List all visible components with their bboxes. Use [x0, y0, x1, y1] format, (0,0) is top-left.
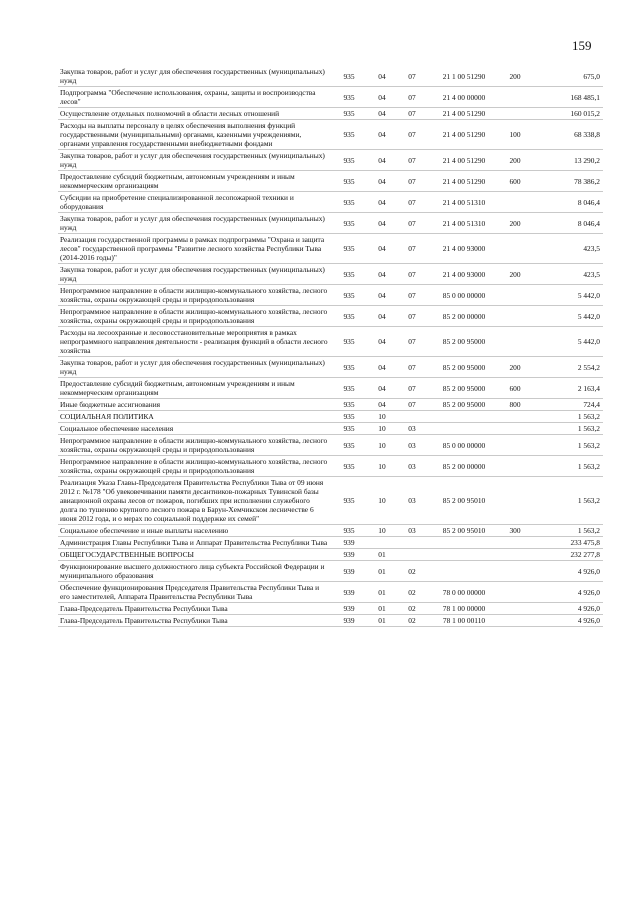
table-row: [58, 327, 603, 357]
section-code: 04: [368, 264, 396, 285]
ministry-code: 935: [330, 192, 368, 213]
target-article-code: 78 0 00 00000: [428, 582, 500, 603]
table-row: [58, 357, 603, 378]
expense-type-code: [500, 549, 530, 561]
row-description: СОЦИАЛЬНАЯ ПОЛИТИКА: [58, 411, 330, 423]
table-row: [58, 285, 603, 306]
amount: 8 046,4: [530, 192, 603, 213]
subsection-code: 07: [396, 87, 428, 108]
row-description: Расходы на выплаты персоналу в целях обеспечения выполнения функций государственными (муниципальными) органами, казенными учреждениями, органами управления государственными внебюджетными фондами: [58, 120, 330, 150]
target-article-code: 85 2 00 00000: [428, 306, 500, 327]
ministry-code: 935: [330, 171, 368, 192]
expense-type-code: [500, 327, 530, 357]
amount: 4 926,0: [530, 582, 603, 603]
ministry-code: 935: [330, 108, 368, 120]
expense-type-code: 300: [500, 525, 530, 537]
section-code: 10: [368, 477, 396, 525]
subsection-code: 07: [396, 234, 428, 264]
expense-type-code: 600: [500, 378, 530, 399]
amount: 4 926,0: [530, 615, 603, 627]
table-row: [58, 477, 603, 525]
table-row: [58, 582, 603, 603]
expense-type-code: [500, 411, 530, 423]
table-row: [58, 537, 603, 549]
subsection-code: 03: [396, 435, 428, 456]
ministry-code: 935: [330, 423, 368, 435]
ministry-code: 935: [330, 264, 368, 285]
expense-type-code: [500, 561, 530, 582]
row-description: Расходы на лесоохранные и лесовосстановительные мероприятия в рамках непрограммного направления деятельности - реализация функций в области лесного хозяйства: [58, 327, 330, 357]
section-code: 04: [368, 285, 396, 306]
expense-type-code: 200: [500, 357, 530, 378]
target-article-code: 21 4 00 51290: [428, 150, 500, 171]
ministry-code: 939: [330, 549, 368, 561]
subsection-code: [396, 537, 428, 549]
table-row: [58, 66, 603, 87]
subsection-code: 03: [396, 525, 428, 537]
table-row: [58, 456, 603, 477]
table-row: [58, 525, 603, 537]
table-row: [58, 399, 603, 411]
amount: 1 563,2: [530, 456, 603, 477]
table-row: [58, 411, 603, 423]
amount: 233 475,8: [530, 537, 603, 549]
expense-type-code: 200: [500, 213, 530, 234]
section-code: 10: [368, 525, 396, 537]
row-description: Закупка товаров, работ и услуг для обеспечения государственных (муниципальных) нужд: [58, 357, 330, 378]
row-description: Непрограммное направление в области жилищно-коммунального хозяйства, лесного хозяйства, охраны окружающей среды и природопользования: [58, 285, 330, 306]
expense-type-code: 200: [500, 66, 530, 87]
amount: 1 563,2: [530, 477, 603, 525]
subsection-code: 07: [396, 306, 428, 327]
budget-table: [58, 66, 603, 627]
row-description: Осуществление отдельных полномочий в области лесных отношений: [58, 108, 330, 120]
target-article-code: 21 4 00 51290: [428, 108, 500, 120]
ministry-code: 935: [330, 234, 368, 264]
target-article-code: 21 4 00 51290: [428, 171, 500, 192]
section-code: 04: [368, 192, 396, 213]
amount: 675,0: [530, 66, 603, 87]
ministry-code: 935: [330, 285, 368, 306]
row-description: Социальное обеспечение и иные выплаты населению: [58, 525, 330, 537]
expense-type-code: [500, 87, 530, 108]
target-article-code: 85 0 00 00000: [428, 435, 500, 456]
subsection-code: 07: [396, 192, 428, 213]
table-row: [58, 264, 603, 285]
row-description: Иные бюджетные ассигнования: [58, 399, 330, 411]
ministry-code: 935: [330, 411, 368, 423]
subsection-code: 07: [396, 357, 428, 378]
table-row: [58, 435, 603, 456]
amount: 423,5: [530, 264, 603, 285]
expense-type-code: [500, 582, 530, 603]
ministry-code: 935: [330, 327, 368, 357]
amount: 160 015,2: [530, 108, 603, 120]
amount: 5 442,0: [530, 327, 603, 357]
section-code: 01: [368, 582, 396, 603]
target-article-code: 21 4 00 51290: [428, 120, 500, 150]
section-code: 10: [368, 435, 396, 456]
row-description: Закупка товаров, работ и услуг для обеспечения государственных (муниципальных) нужд: [58, 213, 330, 234]
ministry-code: 935: [330, 306, 368, 327]
ministry-code: 939: [330, 561, 368, 582]
row-description: Реализация Указа Главы-Председателя Правительства Республики Тыва от 09 июня 2012 г. №178 "Об увековечивании памяти десантников-пожарных Тувинской базы авиационной охраны лесов от пожаров, погибших при исполнении служебного долга по тушению крупного лесного пожара в Барун-Хемчикском лесничестве 6 июня 2012 года, и о мерах по социальной поддержке их семей": [58, 477, 330, 525]
ministry-code: 939: [330, 537, 368, 549]
table-row: [58, 150, 603, 171]
amount: 232 277,8: [530, 549, 603, 561]
row-description: Подпрограмма "Обеспечение использования, охраны, защиты и воспроизводства лесов": [58, 87, 330, 108]
expense-type-code: [500, 423, 530, 435]
subsection-code: 07: [396, 120, 428, 150]
subsection-code: 02: [396, 582, 428, 603]
row-description: Закупка товаров, работ и услуг для обеспечения государственных (муниципальных) нужд: [58, 264, 330, 285]
table-row: [58, 108, 603, 120]
target-article-code: [428, 411, 500, 423]
amount: 2 163,4: [530, 378, 603, 399]
expense-type-code: [500, 306, 530, 327]
row-description: Администрация Главы Республики Тыва и Аппарат Правительства Республики Тыва: [58, 537, 330, 549]
ministry-code: 935: [330, 66, 368, 87]
target-article-code: 21 4 00 00000: [428, 87, 500, 108]
amount: 168 485,1: [530, 87, 603, 108]
table-row: [58, 192, 603, 213]
target-article-code: 85 2 00 95000: [428, 327, 500, 357]
subsection-code: 03: [396, 477, 428, 525]
section-code: 10: [368, 423, 396, 435]
table-row: [58, 423, 603, 435]
amount: 5 442,0: [530, 306, 603, 327]
subsection-code: 02: [396, 561, 428, 582]
expense-type-code: 600: [500, 171, 530, 192]
row-description: Социальное обеспечение населения: [58, 423, 330, 435]
table-row: [58, 213, 603, 234]
subsection-code: 07: [396, 378, 428, 399]
subsection-code: 07: [396, 66, 428, 87]
amount: 2 554,2: [530, 357, 603, 378]
row-description: Непрограммное направление в области жилищно-коммунального хозяйства, лесного хозяйства, охраны окружающей среды и природопользования: [58, 435, 330, 456]
ministry-code: 939: [330, 582, 368, 603]
expense-type-code: [500, 456, 530, 477]
subsection-code: [396, 549, 428, 561]
expense-type-code: [500, 192, 530, 213]
section-code: 04: [368, 108, 396, 120]
subsection-code: 07: [396, 150, 428, 171]
ministry-code: 935: [330, 399, 368, 411]
table-row: [58, 306, 603, 327]
row-description: Непрограммное направление в области жилищно-коммунального хозяйства, лесного хозяйства, охраны окружающей среды и природопользования: [58, 306, 330, 327]
section-code: 04: [368, 171, 396, 192]
target-article-code: 21 4 00 51310: [428, 213, 500, 234]
section-code: 10: [368, 411, 396, 423]
amount: 1 563,2: [530, 423, 603, 435]
section-code: 10: [368, 456, 396, 477]
section-code: 04: [368, 378, 396, 399]
ministry-code: 935: [330, 87, 368, 108]
row-description: Предоставление субсидий бюджетным, автономным учреждениям и иным некоммерческим организациям: [58, 171, 330, 192]
row-description: Глава-Председатель Правительства Республики Тыва: [58, 615, 330, 627]
expense-type-code: [500, 537, 530, 549]
row-description: Реализация государственной программы в рамках подпрограммы "Охрана и защита лесов" государственной программы "Развитие лесного хозяйства Республики Тыва (2014-2016 годы)": [58, 234, 330, 264]
subsection-code: 03: [396, 456, 428, 477]
amount: 1 563,2: [530, 435, 603, 456]
section-code: 04: [368, 87, 396, 108]
subsection-code: 07: [396, 171, 428, 192]
ministry-code: 935: [330, 525, 368, 537]
amount: 78 386,2: [530, 171, 603, 192]
table-row: [58, 549, 603, 561]
target-article-code: 85 0 00 00000: [428, 285, 500, 306]
ministry-code: 939: [330, 603, 368, 615]
section-code: 04: [368, 399, 396, 411]
ministry-code: 935: [330, 477, 368, 525]
section-code: 04: [368, 357, 396, 378]
subsection-code: 03: [396, 423, 428, 435]
row-description: Обеспечение функционирования Председателя Правительства Республики Тыва и его заместителей, Аппарата Правительства Республики Тыва: [58, 582, 330, 603]
amount: 1 563,2: [530, 411, 603, 423]
target-article-code: 78 1 00 00110: [428, 615, 500, 627]
target-article-code: 21 4 00 93000: [428, 234, 500, 264]
target-article-code: [428, 423, 500, 435]
section-code: 04: [368, 234, 396, 264]
target-article-code: 21 4 00 51310: [428, 192, 500, 213]
expense-type-code: [500, 285, 530, 306]
table-row: [58, 234, 603, 264]
expense-type-code: 800: [500, 399, 530, 411]
row-description: Закупка товаров, работ и услуг для обеспечения государственных (муниципальных) нужд: [58, 150, 330, 171]
row-description: Закупка товаров, работ и услуг для обеспечения государственных (муниципальных) нужд: [58, 66, 330, 87]
ministry-code: 939: [330, 615, 368, 627]
table-row: [58, 561, 603, 582]
ministry-code: 935: [330, 150, 368, 171]
ministry-code: 935: [330, 378, 368, 399]
row-description: Функционирование высшего должностного лица субъекта Российской Федерации и муниципального образования: [58, 561, 330, 582]
subsection-code: 07: [396, 285, 428, 306]
target-article-code: 85 2 00 95000: [428, 399, 500, 411]
expense-type-code: [500, 477, 530, 525]
target-article-code: 85 2 00 95000: [428, 357, 500, 378]
amount: 724,4: [530, 399, 603, 411]
subsection-code: 07: [396, 108, 428, 120]
target-article-code: 85 2 00 00000: [428, 456, 500, 477]
subsection-code: 07: [396, 213, 428, 234]
ministry-code: 935: [330, 120, 368, 150]
expense-type-code: [500, 603, 530, 615]
subsection-code: 07: [396, 399, 428, 411]
target-article-code: 85 2 00 95010: [428, 477, 500, 525]
ministry-code: 935: [330, 456, 368, 477]
amount: 8 046,4: [530, 213, 603, 234]
table-row: [58, 615, 603, 627]
section-code: 01: [368, 603, 396, 615]
row-description: Предоставление субсидий бюджетным, автономным учреждениям и иным некоммерческим организациям: [58, 378, 330, 399]
row-description: Непрограммное направление в области жилищно-коммунального хозяйства, лесного хозяйства, охраны окружающей среды и природопользования: [58, 456, 330, 477]
subsection-code: 07: [396, 327, 428, 357]
target-article-code: 78 1 00 00000: [428, 603, 500, 615]
ministry-code: 935: [330, 435, 368, 456]
amount: 68 338,8: [530, 120, 603, 150]
ministry-code: 935: [330, 357, 368, 378]
section-code: 04: [368, 120, 396, 150]
section-code: 01: [368, 561, 396, 582]
expense-type-code: [500, 108, 530, 120]
expense-type-code: [500, 615, 530, 627]
target-article-code: [428, 561, 500, 582]
amount: 4 926,0: [530, 603, 603, 615]
target-article-code: 85 2 00 95010: [428, 525, 500, 537]
expense-type-code: 200: [500, 150, 530, 171]
table-row: [58, 603, 603, 615]
section-code: 04: [368, 66, 396, 87]
row-description: ОБЩЕГОСУДАРСТВЕННЫЕ ВОПРОСЫ: [58, 549, 330, 561]
table-row: [58, 120, 603, 150]
amount: 13 290,2: [530, 150, 603, 171]
target-article-code: 21 4 00 93000: [428, 264, 500, 285]
target-article-code: 21 1 00 51290: [428, 66, 500, 87]
expense-type-code: 100: [500, 120, 530, 150]
table-row: [58, 171, 603, 192]
section-code: 04: [368, 213, 396, 234]
amount: 1 563,2: [530, 525, 603, 537]
section-code: 04: [368, 327, 396, 357]
expense-type-code: 200: [500, 264, 530, 285]
target-article-code: [428, 549, 500, 561]
section-code: 01: [368, 549, 396, 561]
section-code: 04: [368, 306, 396, 327]
amount: 5 442,0: [530, 285, 603, 306]
section-code: 01: [368, 615, 396, 627]
expense-type-code: [500, 435, 530, 456]
subsection-code: 07: [396, 264, 428, 285]
section-code: 04: [368, 150, 396, 171]
subsection-code: 02: [396, 615, 428, 627]
row-description: Субсидии на приобретение специализированной лесопожарной техники и оборудования: [58, 192, 330, 213]
table-row: [58, 378, 603, 399]
target-article-code: 85 2 00 95000: [428, 378, 500, 399]
expense-type-code: [500, 234, 530, 264]
ministry-code: 935: [330, 213, 368, 234]
row-description: Глава-Председатель Правительства Республики Тыва: [58, 603, 330, 615]
amount: 4 926,0: [530, 561, 603, 582]
target-article-code: [428, 537, 500, 549]
table-row: [58, 87, 603, 108]
section-code: [368, 537, 396, 549]
subsection-code: [396, 411, 428, 423]
page-number: 159: [572, 38, 592, 53]
subsection-code: 02: [396, 603, 428, 615]
amount: 423,5: [530, 234, 603, 264]
